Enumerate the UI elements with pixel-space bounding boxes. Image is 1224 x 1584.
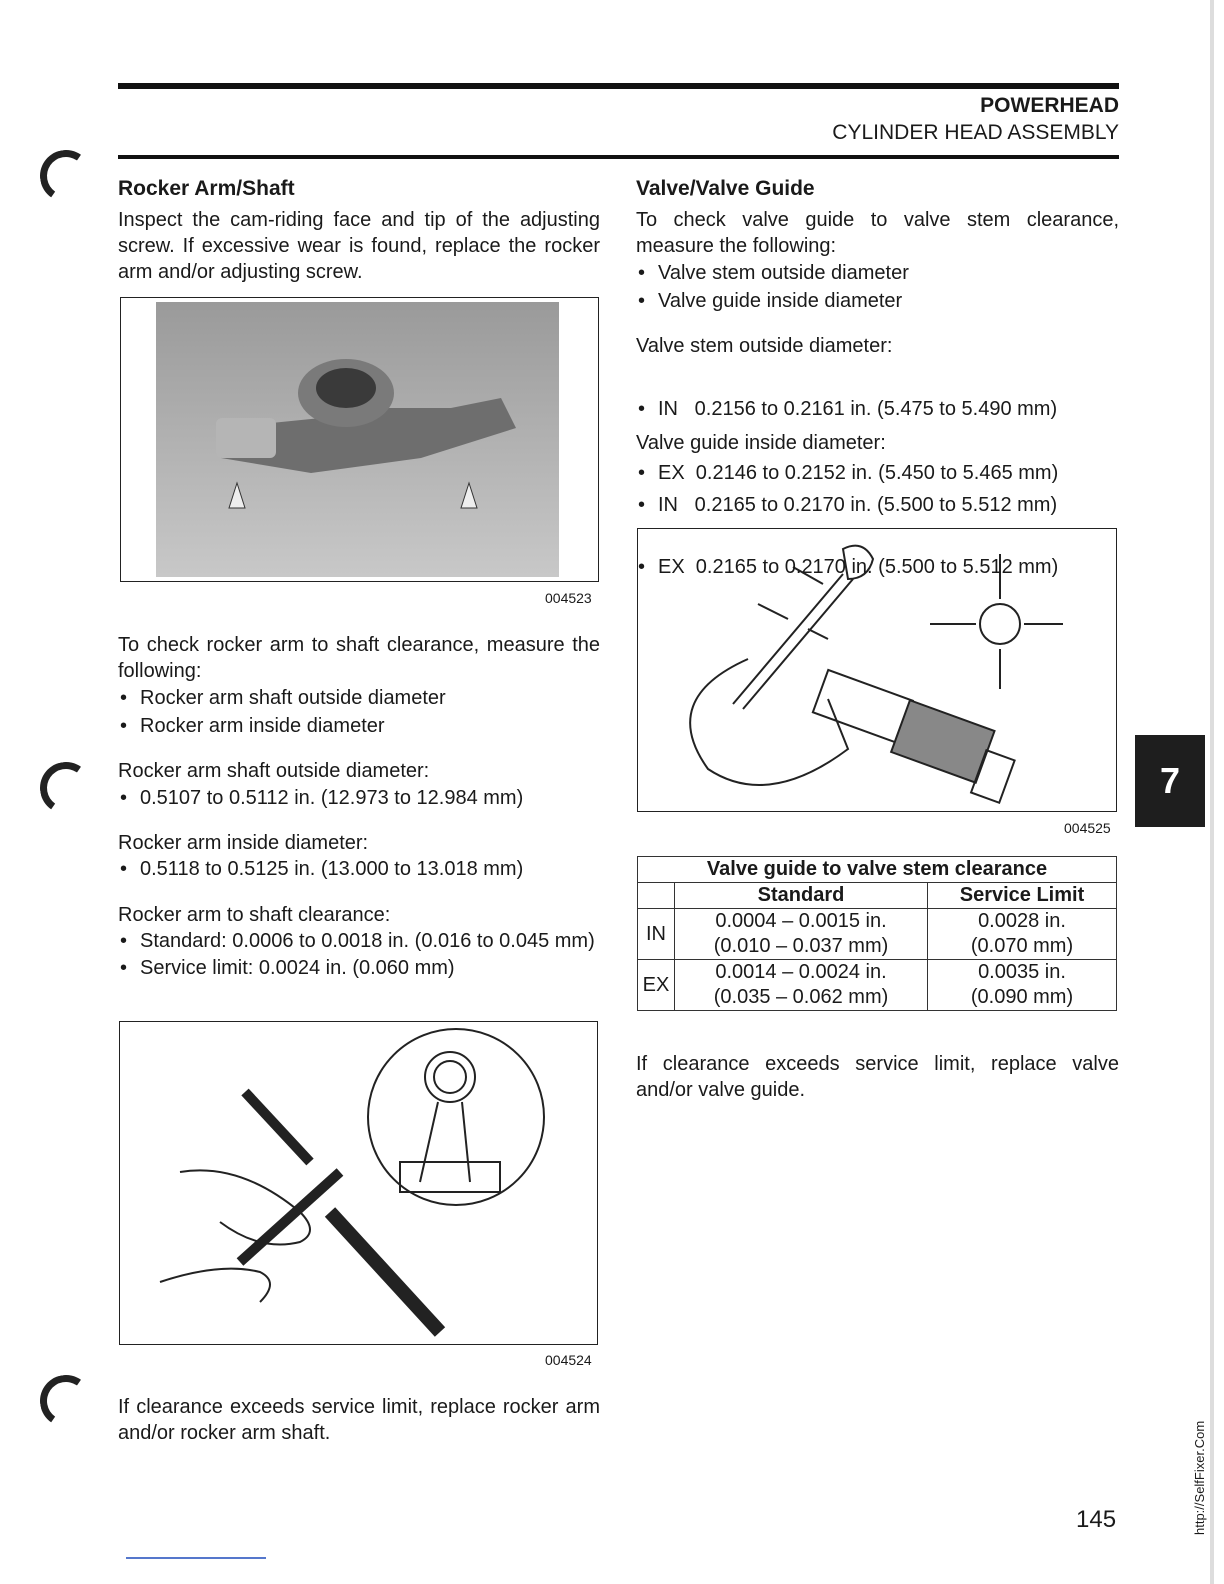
- figure-caption: 004524: [545, 1352, 592, 1368]
- cell-line: (0.070 mm): [970, 935, 1074, 957]
- standard-cell: [675, 909, 928, 960]
- clearance-list: [118, 928, 600, 982]
- row-label: IN: [638, 909, 675, 960]
- list-item: • IN 0.2165 to 0.2170 in. (5.500 to 5.512 mm): [636, 492, 1119, 518]
- rocker-measure-illustration: [119, 1021, 598, 1345]
- standard-cell: [675, 960, 928, 1011]
- cell-line: (0.090 mm): [970, 986, 1074, 1008]
- scan-edge: [1210, 0, 1214, 1584]
- rocker-heading: Rocker Arm/Shaft: [118, 177, 295, 200]
- list-item: • 0.5107 to 0.5112 in. (12.973 to 12.984 mm): [118, 784, 600, 812]
- binder-hole: [36, 146, 96, 206]
- header-rule-top: [118, 83, 1119, 89]
- list-item: • Valve stem outside diameter: [636, 259, 1119, 287]
- watermark: http://SelfFixer.Com: [1192, 1420, 1207, 1535]
- arm-id-list: [118, 855, 600, 883]
- table-row: [638, 909, 1117, 960]
- clearance-label: Rocker arm to shaft clearance:: [118, 904, 391, 926]
- table-row: [638, 960, 1117, 1011]
- scan-mark: [126, 1557, 266, 1559]
- figure-caption: 004525: [1064, 820, 1111, 836]
- micrometer-drawing: [120, 1022, 597, 1344]
- page-number: 145: [1076, 1506, 1117, 1533]
- rocker-check-text: To check rocker arm to shaft clearance, measure the following:: [118, 634, 600, 682]
- list-item: • 0.5118 to 0.5125 in. (13.000 to 13.018 mm): [118, 855, 600, 883]
- cell-line: (0.035 – 0.062 mm): [713, 986, 889, 1008]
- cell-line: 0.0004 – 0.0015 in.: [715, 910, 887, 932]
- list-item: • EX 0.2146 to 0.2152 in. (5.450 to 5.465 mm): [636, 459, 1119, 487]
- arm-id-label: Rocker arm inside diameter:: [118, 832, 369, 854]
- table-header: [638, 883, 675, 909]
- limit-cell: [928, 909, 1117, 960]
- guide-id-list: [636, 456, 1119, 616]
- cell-line: (0.010 – 0.037 mm): [713, 935, 889, 957]
- list-item: • EX 0.2165 to 0.2170 in. (5.500 to 5.512 mm): [636, 554, 1119, 580]
- stem-od-label: Valve stem outside diameter:: [636, 335, 893, 357]
- rocker-arm-photo: [120, 297, 599, 582]
- shaft-od-list: [118, 784, 600, 812]
- list-item: • Rocker arm inside diameter: [118, 712, 600, 740]
- table-header: Standard: [675, 883, 928, 909]
- binder-hole: [36, 1371, 96, 1431]
- valve-closing: If clearance exceeds service limit, replace valve and/or valve guide.: [636, 1053, 1119, 1101]
- row-label: EX: [638, 960, 675, 1011]
- list-item: • Valve guide inside diameter: [636, 287, 1119, 315]
- shaft-od-label: Rocker arm shaft outside diameter:: [118, 760, 430, 782]
- subsection-title: CYLINDER HEAD ASSEMBLY: [832, 121, 1119, 144]
- clearance-table: [637, 856, 1117, 1011]
- chapter-tab: 7: [1135, 735, 1205, 827]
- list-item: • IN 0.2156 to 0.2161 in. (5.475 to 5.490 mm): [636, 395, 1119, 423]
- list-item: • Standard: 0.0006 to 0.0018 in. (0.016 to 0.045 mm): [118, 928, 600, 954]
- table-title: Valve guide to valve stem clearance: [638, 857, 1117, 883]
- section-title: POWERHEAD: [980, 94, 1119, 117]
- page-header: [832, 93, 1119, 147]
- figure-caption: 004523: [545, 590, 592, 606]
- table-header: Service Limit: [928, 883, 1117, 909]
- rocker-arm-image: [121, 298, 598, 581]
- cell-line: 0.0014 – 0.0024 in.: [715, 961, 887, 983]
- cell-line: 0.0028 in.: [978, 910, 1066, 932]
- rocker-check-list: [118, 684, 600, 740]
- cell-line: 0.0035 in.: [978, 961, 1066, 983]
- valve-heading: Valve/Valve Guide: [636, 177, 815, 200]
- rocker-intro: Inspect the cam-riding face and tip of the adjusting screw. If excessive wear is found, replace the rocker arm and/or adjusting screw.: [118, 209, 600, 283]
- list-item: • Rocker arm shaft outside diameter: [118, 684, 600, 712]
- limit-cell: [928, 960, 1117, 1011]
- binder-hole: [36, 758, 96, 818]
- list-item: • Service limit: 0.0024 in. (0.060 mm): [118, 954, 600, 982]
- header-rule-bottom: [118, 155, 1119, 159]
- guide-id-label: Valve guide inside diameter:: [636, 432, 886, 454]
- valve-intro-list: [636, 259, 1119, 315]
- rocker-closing: If clearance exceeds service limit, replace rocker arm and/or rocker arm shaft.: [118, 1396, 600, 1444]
- valve-intro: To check valve guide to valve stem clearance, measure the following:: [636, 209, 1119, 257]
